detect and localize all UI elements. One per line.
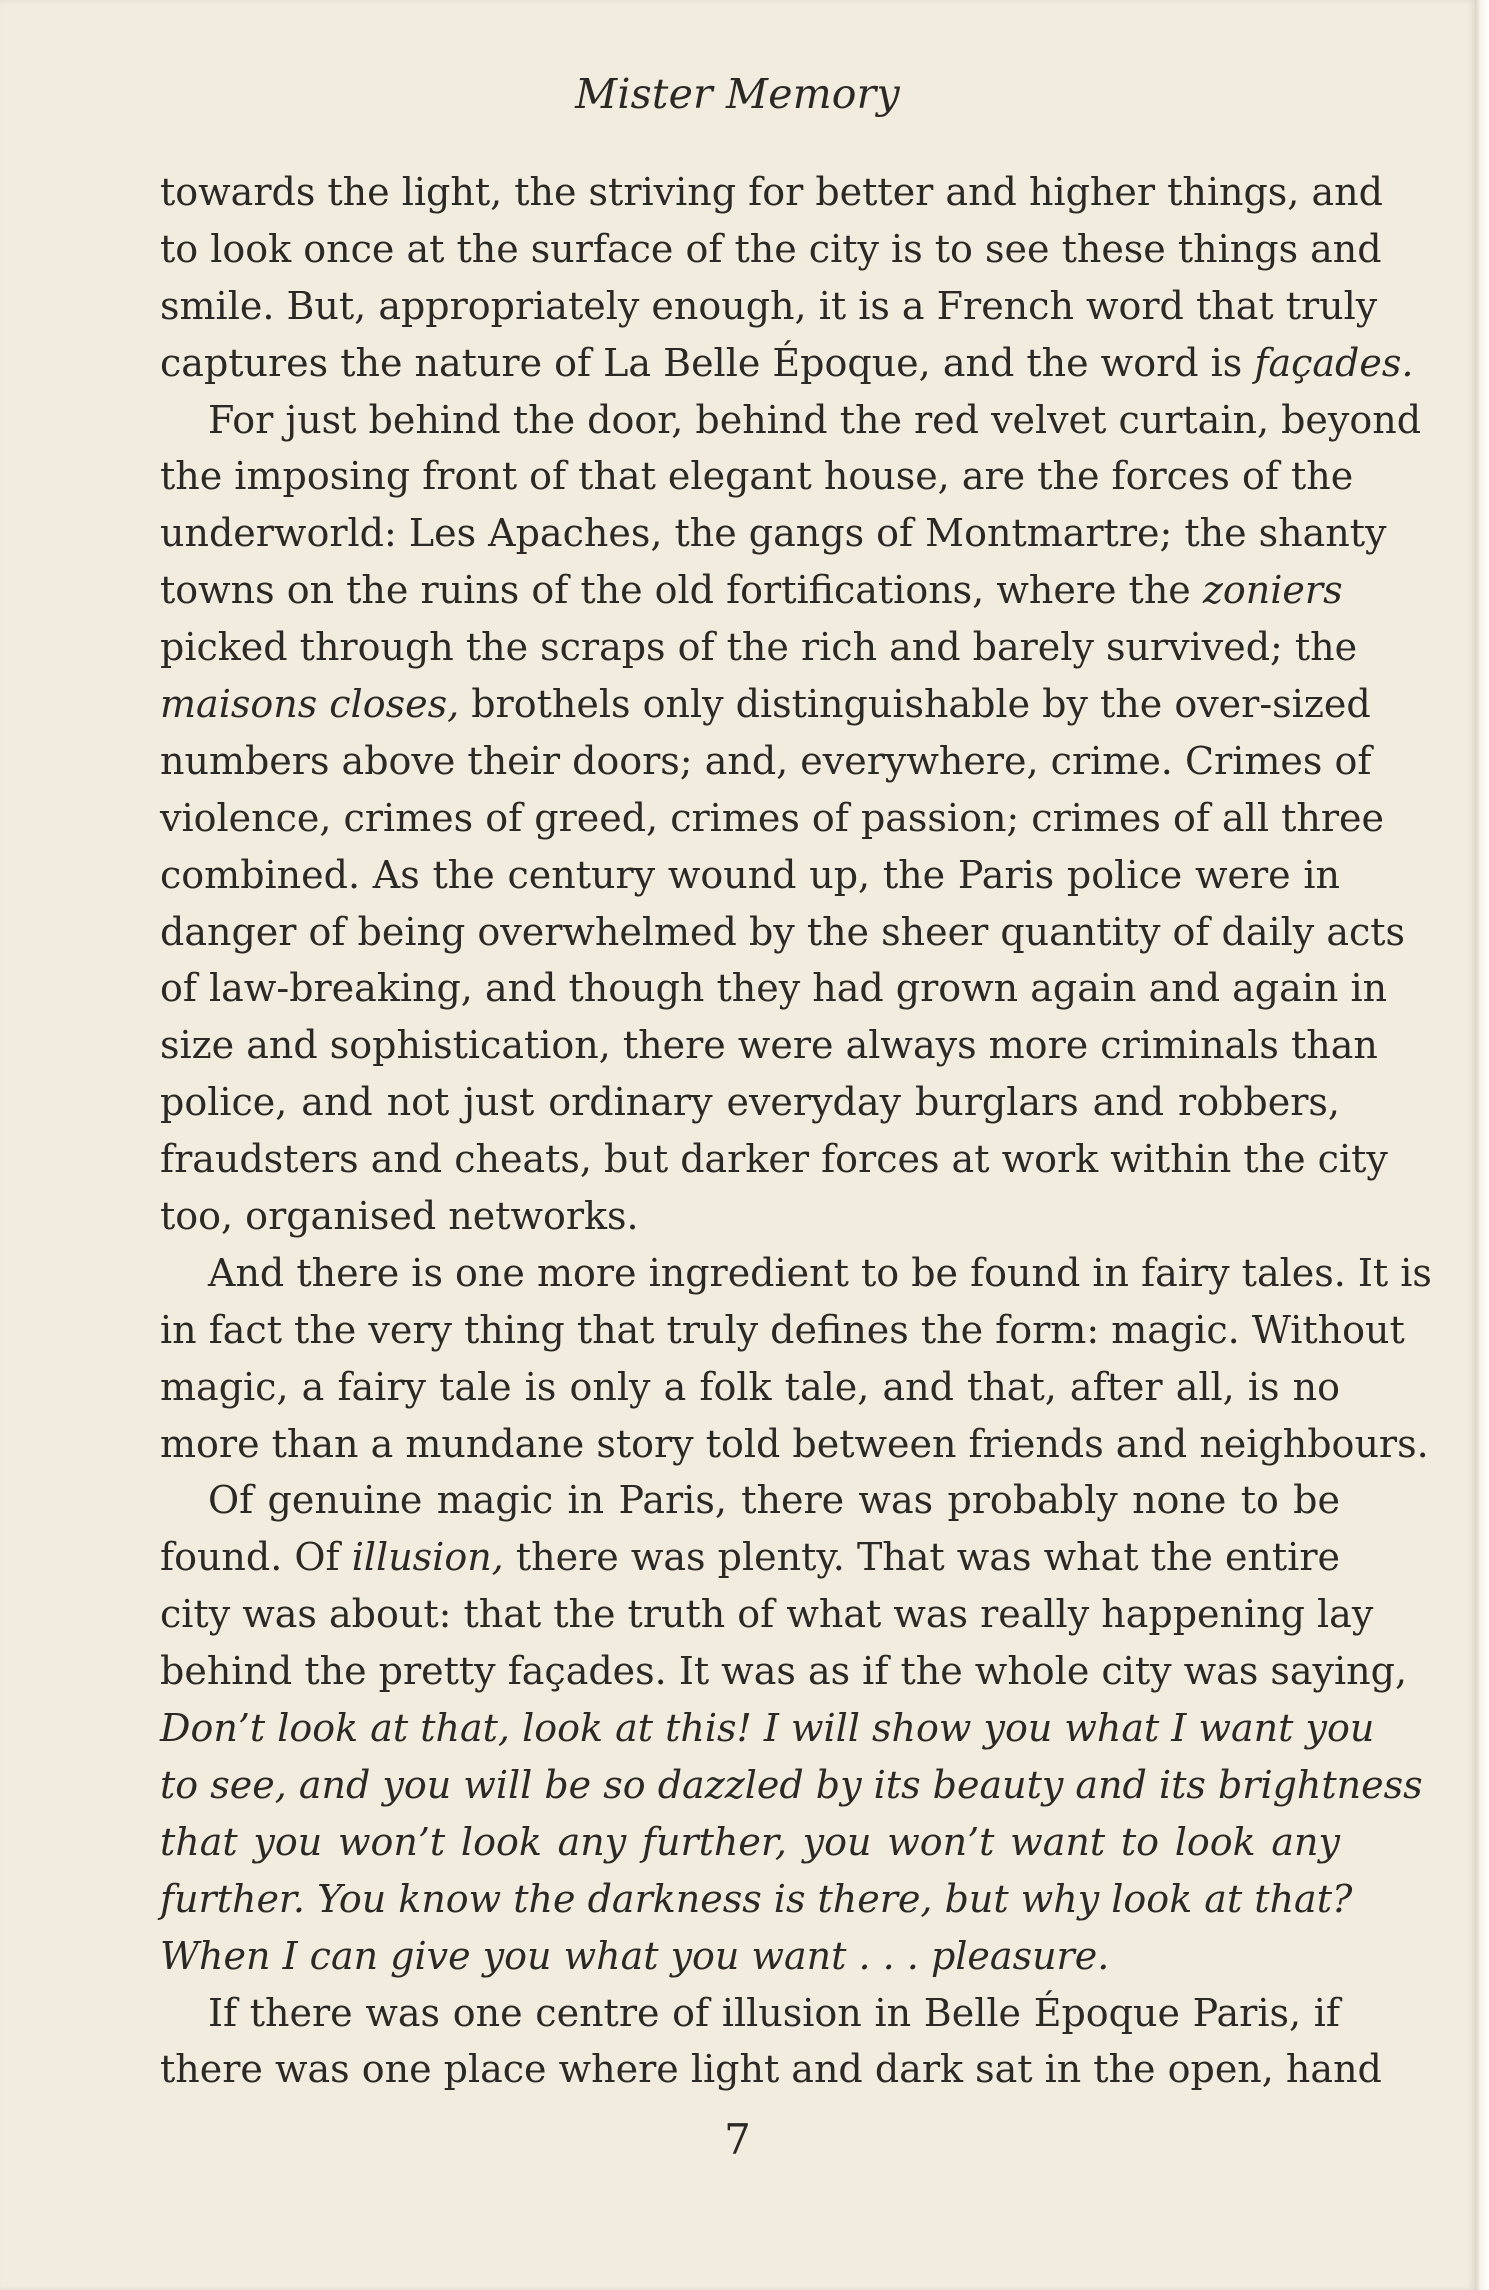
italic-word: façades. [1254, 340, 1414, 385]
text-line: violence, crimes of greed, crimes of passion; crimes of all three [160, 795, 1384, 840]
text-line: For just behind the door, behind the red velvet curtain, beyond [208, 397, 1422, 442]
text-line: danger of being overwhelmed by the sheer quantity of daily acts [160, 909, 1406, 954]
text-line: Don’t look at that, look at this! I will show you what I want you [160, 1706, 1375, 1751]
text-line: further. You know the darkness is there, but why look at that? [160, 1876, 1353, 1921]
italic-word: illusion, [351, 1535, 504, 1580]
text-line: Of genuine magic in Paris, there was probably none to be [208, 1478, 1340, 1523]
text-line: And there is one more ingredient to be found in fairy tales. It is [208, 1250, 1432, 1295]
text-line: in fact the very thing that truly defines the form: magic. Without [160, 1307, 1405, 1352]
text-line: the imposing front of that elegant house, are the forces of the [160, 454, 1354, 499]
italic-word: maisons closes, [160, 682, 460, 727]
text-line: found. Of illusion, there was plenty. That was what the entire [160, 1535, 1340, 1580]
text-line: towards the light, the striving for better and higher things, and [160, 170, 1383, 214]
running-title: Mister Memory [575, 70, 900, 118]
text-line: When I can give you what you want . . . pleasure. [160, 1933, 1110, 1978]
text-line: that you won’t look any further, you won’t want to look any [160, 1819, 1340, 1864]
page-number: 7 [724, 2115, 751, 2164]
italic-word: zoniers [1202, 568, 1343, 613]
text-line: behind the pretty façades. It was as if the whole city was saying, [160, 1649, 1408, 1694]
text-line: too, organised networks. [160, 1194, 639, 1239]
text-line: maisons closes, brothels only distinguishable by the over-sized [160, 682, 1371, 727]
text-line: If there was one centre of illusion in Belle Époque Paris, if [208, 1990, 1340, 2035]
text-line: combined. As the century wound up, the Paris police were in [160, 852, 1340, 897]
text-line: city was about: that the truth of what was really happening lay [160, 1592, 1374, 1637]
text-line: to look once at the surface of the city is to see these things and [160, 226, 1382, 271]
text-line: magic, a fairy tale is only a folk tale, and that, after all, is no [160, 1364, 1340, 1409]
text-line: of law-breaking, and though they had grown again and again in [160, 966, 1388, 1011]
text-line: to see, and you will be so dazzled by its beauty and its brightness [160, 1762, 1423, 1807]
text-line: towns on the ruins of the old fortifications, where the zoniers [160, 568, 1343, 613]
text-line: police, and not just ordinary everyday burglars and robbers, [160, 1080, 1340, 1125]
text-line: size and sophistication, there were always more criminals than [160, 1023, 1378, 1068]
text-line: underworld: Les Apaches, the gangs of Montmartre; the shanty [160, 511, 1387, 556]
text-line: numbers above their doors; and, everywhere, crime. Crimes of [160, 738, 1372, 783]
body-text [160, 164, 1432, 2098]
text-line: picked through the scraps of the rich and barely survived; the [160, 625, 1358, 670]
text-line: smile. But, appropriately enough, it is a French word that truly [160, 283, 1378, 328]
text-line: there was one place where light and dark sat in the open, hand [160, 2047, 1382, 2092]
text-line: fraudsters and cheats, but darker forces at work within the city [160, 1137, 1388, 1182]
text-line: more than a mundane story told between friends and neighbours. [160, 1421, 1429, 1466]
page-edge [1475, 0, 1489, 2290]
text-line: captures the nature of La Belle Époque, and the word is façades. [160, 340, 1414, 385]
